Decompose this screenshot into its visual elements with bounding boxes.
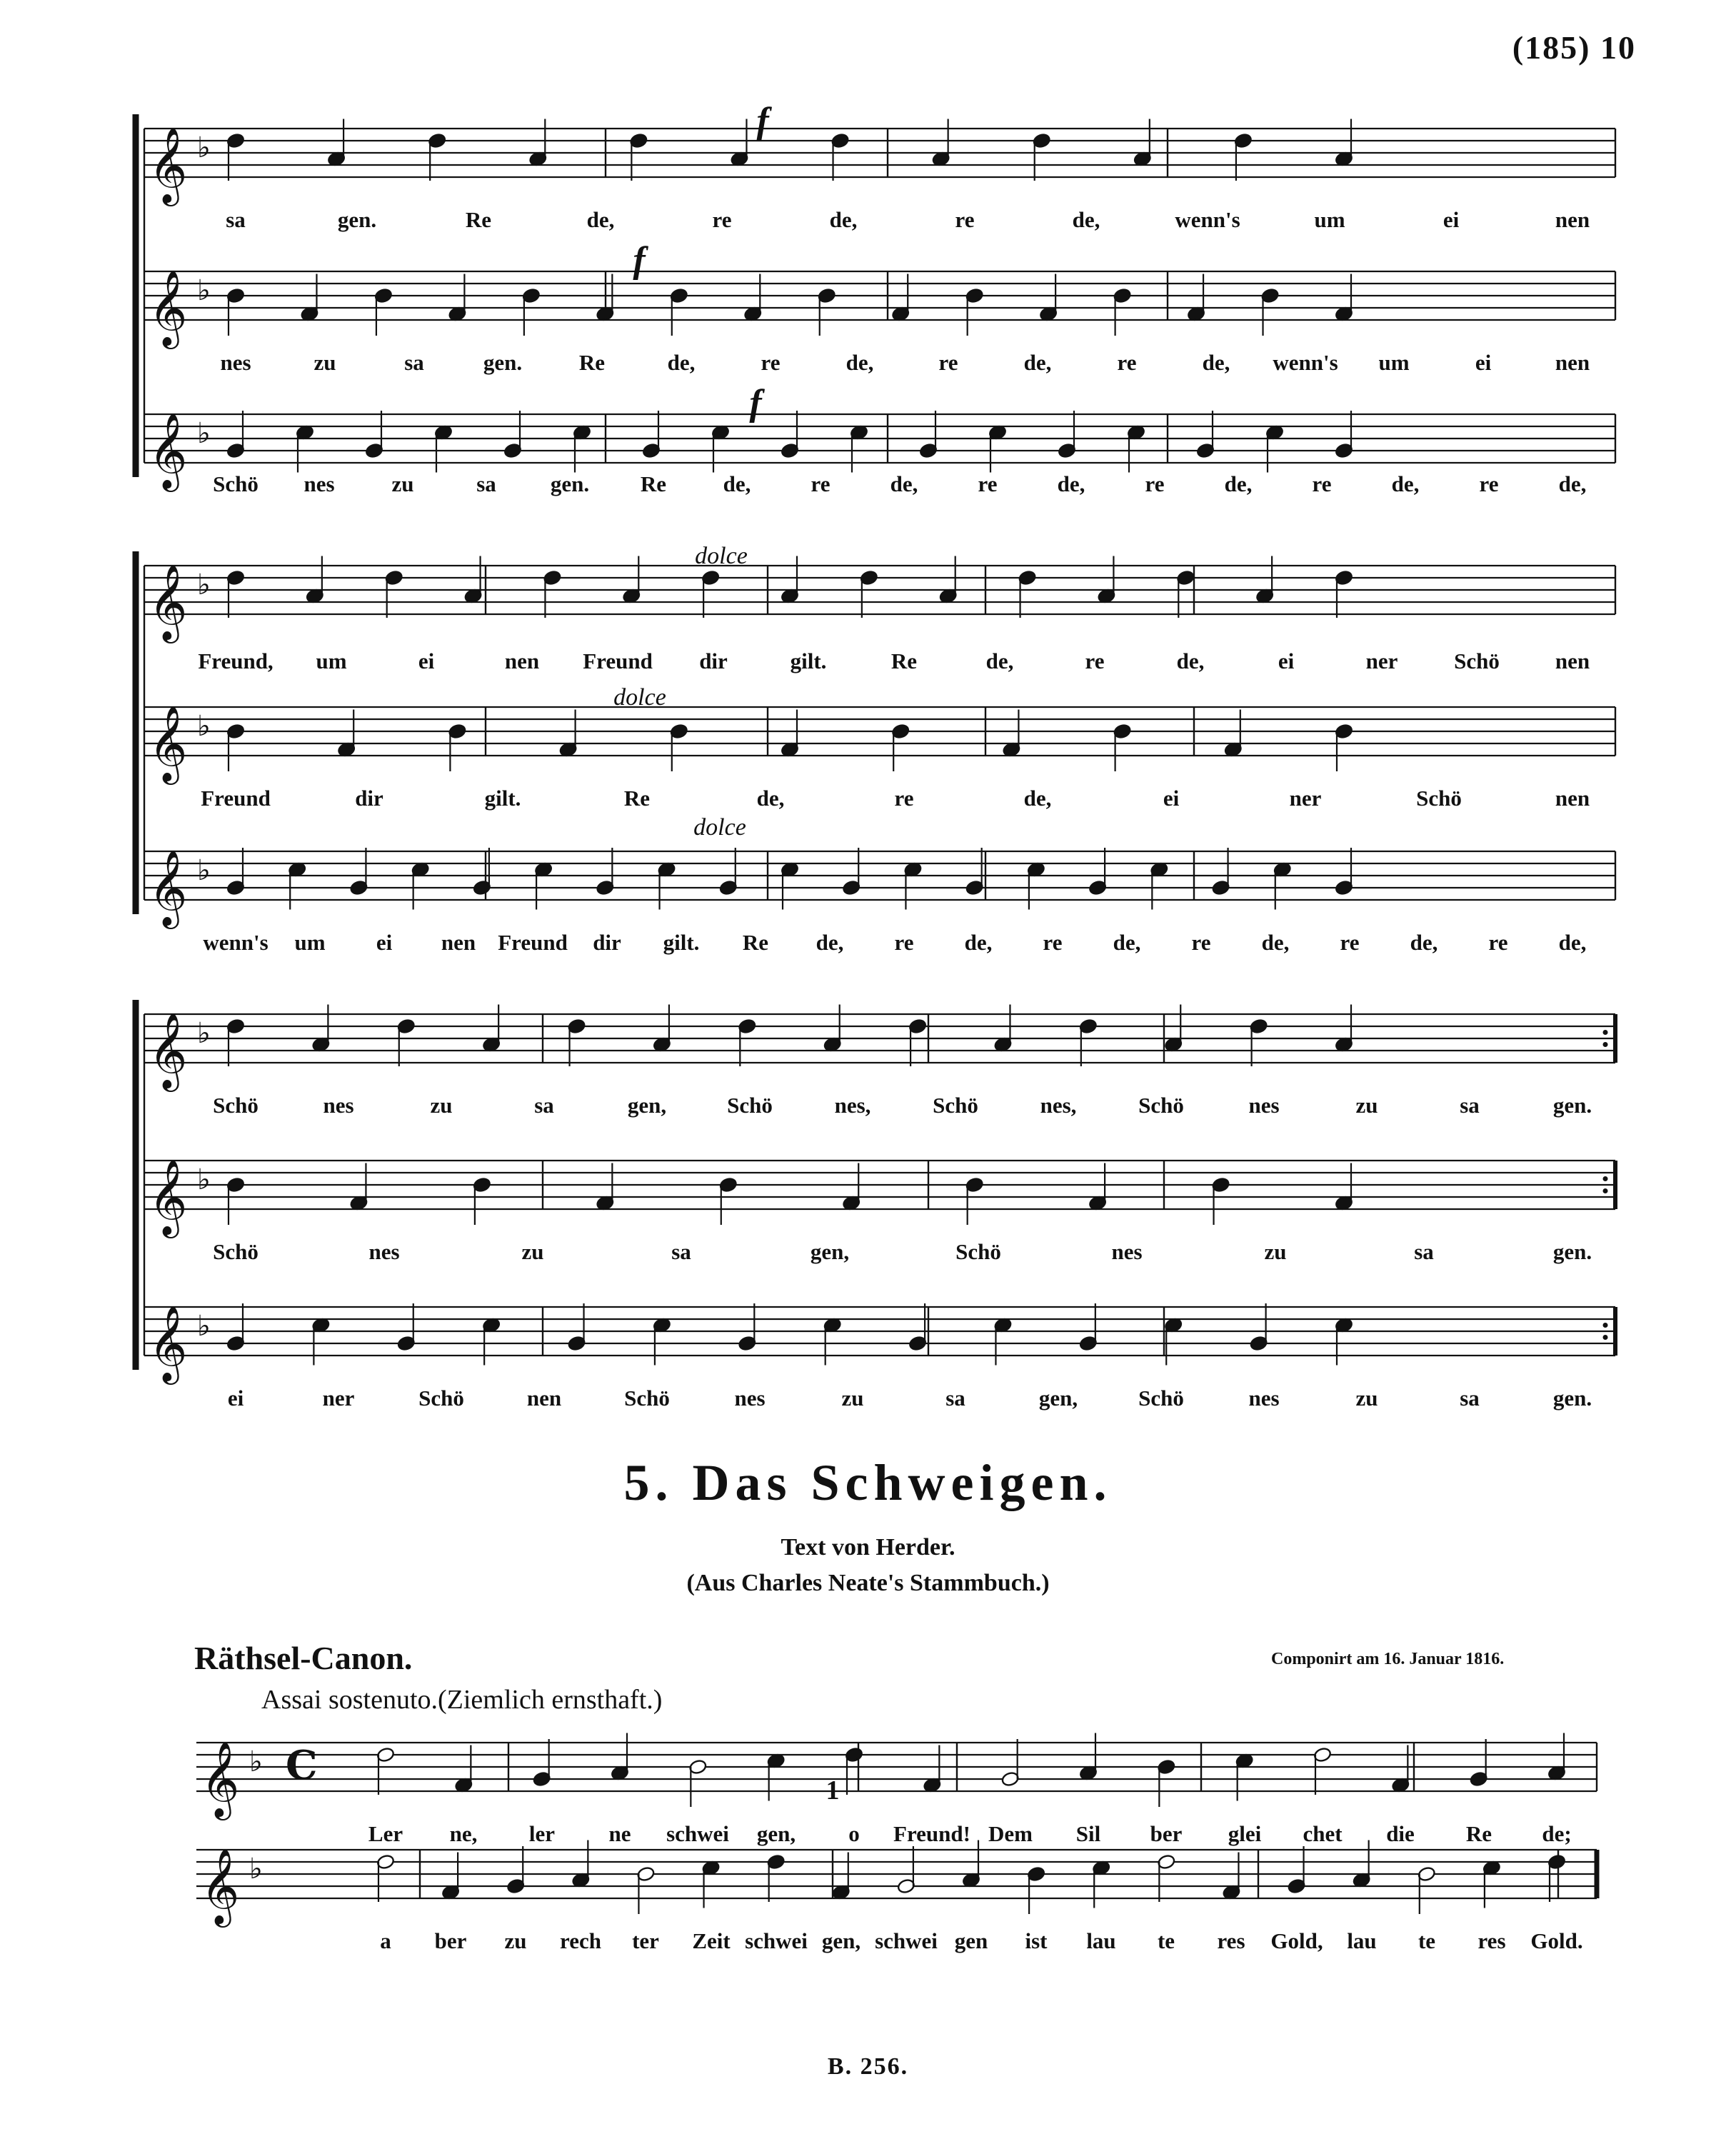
system1-voice2-syllable: gen. (483, 350, 523, 375)
system3-voice2-syllable: nes (1111, 1239, 1143, 1264)
system2-voice2-syllable: Re (623, 786, 651, 811)
system3-voice3-syllable: ner (322, 1386, 355, 1411)
system1-voice1-syllable: re (955, 207, 975, 232)
canon-line2-syllable: Zeit (692, 1928, 731, 1953)
canon-line1-syllable: glei (1228, 1821, 1262, 1846)
system3-voice1-syllable: sa (534, 1093, 554, 1118)
system2-voice1-syllable: Schö (1454, 648, 1500, 673)
system3-voice1-syllable: zu (430, 1093, 453, 1118)
system2-voice1-syllable: de, (1176, 648, 1205, 673)
flat-key-signature: ♭ (249, 1853, 263, 1885)
system1-voice1-syllable: sa (226, 207, 246, 232)
system1-voice1-syllable: re (712, 207, 732, 232)
system2-voice3-syllable: re (894, 930, 914, 955)
canon-entry-mark: 1 (826, 1775, 840, 1805)
system3-voice2-syllable: sa (671, 1239, 691, 1264)
treble-clef: 𝄞 (149, 269, 188, 346)
system2-voice1-syllable: Freund (583, 648, 653, 673)
repeat-dot (1603, 1188, 1608, 1193)
canon-line2-syllable: res (1217, 1928, 1245, 1953)
system3-voice1-syllable: nes, (834, 1093, 871, 1118)
system3-voice3-syllable: nes (1248, 1386, 1280, 1411)
system1-voice3-syllable: re (978, 471, 998, 496)
system2-voice3-syllable: re (1488, 930, 1508, 955)
system1-voice3-syllable: de, (1558, 471, 1587, 496)
canon-line2-syllable: schwei (875, 1928, 938, 1953)
text-credit: Text von Herder. (781, 1534, 955, 1561)
system1-voice2-syllable: um (1378, 350, 1410, 375)
system1-voice3-syllable: gen. (550, 471, 590, 496)
canon-line2-syllable: ter (632, 1928, 659, 1953)
system1-voice2-syllable: re (761, 350, 781, 375)
dolce-marking: dolce (695, 543, 748, 569)
canon-line2-syllable: Gold. (1530, 1928, 1583, 1953)
system2-voice2-syllable: Freund (201, 786, 271, 811)
dolce-marking: dolce (613, 684, 666, 711)
system1-voice3-syllable: de, (890, 471, 918, 496)
system3-voice1-syllable: gen, (627, 1093, 667, 1118)
canon-line1-syllable: Dem (988, 1821, 1033, 1846)
system2-voice3-syllable: re (1340, 930, 1360, 955)
system3-voice3-syllable: gen, (1038, 1386, 1078, 1411)
system1-voice2-syllable: wenn's (1273, 350, 1338, 375)
treble-clef: 𝄞 (149, 1305, 188, 1381)
system1-voice1-syllable: de, (1072, 207, 1100, 232)
repeat-dot (1603, 1335, 1608, 1340)
system3-voice2-syllable: nes (368, 1239, 400, 1264)
system2-voice3-syllable: gilt. (663, 930, 700, 955)
system1-voice2-syllable: re (1117, 350, 1137, 375)
system2-voice2-syllable: nen (1555, 786, 1590, 811)
system1-voice3-syllable: re (1479, 471, 1499, 496)
system3-voice3-syllable: zu (1355, 1386, 1378, 1411)
repeat-dot (1603, 1323, 1608, 1328)
treble-clef: 𝄞 (201, 1740, 240, 1817)
system3-voice3-syllable: Schö (1138, 1386, 1184, 1411)
system2-voice1-syllable: Re (890, 648, 918, 673)
system1-voice1-syllable: um (1314, 207, 1345, 232)
system3-voice2-syllable: Schö (213, 1239, 259, 1264)
flat-key-signature: ♭ (197, 1017, 211, 1050)
canon-line1-syllable: o (848, 1821, 860, 1846)
system3-voice3-syllable: sa (945, 1386, 965, 1411)
canon-line2-syllable: te (1418, 1928, 1436, 1953)
system1-voice1-syllable: wenn's (1175, 207, 1240, 232)
tempo-marking: Assai sostenuto.(Ziemlich ernsthaft.) (261, 1685, 663, 1715)
canon-line1-syllable: Freund! (893, 1821, 970, 1846)
treble-clef: 𝄞 (201, 1848, 240, 1924)
system1-voice2-syllable: Re (578, 350, 606, 375)
canon-line1-syllable: ler (528, 1821, 556, 1846)
system3-voice1-syllable: nes (1248, 1093, 1280, 1118)
system2-voice3-syllable: de, (1558, 930, 1587, 955)
system3-voice1-syllable: sa (1460, 1093, 1480, 1118)
canon-line2-syllable: a (380, 1928, 391, 1953)
system2-voice2-syllable: gilt. (484, 786, 521, 811)
system1-voice3-syllable: re (1145, 471, 1165, 496)
forte-marking: f (749, 383, 762, 424)
canon-line2-syllable: Gold, (1270, 1928, 1323, 1953)
system2-voice1-syllable: nen (1555, 648, 1590, 673)
treble-clef: 𝄞 (149, 1012, 188, 1088)
system1-voice3-syllable: re (811, 471, 831, 496)
system2-voice3-syllable: re (1043, 930, 1063, 955)
plate-number: B. 256. (827, 2053, 909, 2080)
system3-voice2-syllable: sa (1414, 1239, 1434, 1264)
system2-voice2-syllable: re (894, 786, 914, 811)
system1-voice3-syllable: de, (723, 471, 751, 496)
system3-voice2-syllable: Schö (955, 1239, 1001, 1264)
system3-voice3-syllable: Schö (418, 1386, 464, 1411)
forte-marking: f (756, 101, 769, 141)
system3-voice3-syllable: gen. (1552, 1386, 1592, 1411)
canon-heading: Räthsel-Canon. (194, 1640, 413, 1676)
piece-title: 5. Das Schweigen. (623, 1454, 1113, 1511)
canon-line2-syllable: ber (434, 1928, 467, 1953)
system2-voice2-syllable: dir (355, 786, 383, 811)
system3-voice1-syllable: Schö (1138, 1093, 1184, 1118)
system3-voice2-syllable: zu (521, 1239, 544, 1264)
canon-line2-syllable: lau (1086, 1928, 1116, 1953)
system2-voice3-syllable: nen (441, 930, 476, 955)
system3-voice1-syllable: zu (1355, 1093, 1378, 1118)
system1-voice3-syllable: Schö (213, 471, 259, 496)
treble-clef: 𝄞 (149, 126, 188, 203)
canon-line1-syllable: gen, (756, 1821, 796, 1846)
system2-voice2-syllable: de, (756, 786, 785, 811)
system3-voice3-syllable: Schö (624, 1386, 670, 1411)
dolce-marking: dolce (693, 814, 746, 841)
system3-voice3-syllable: sa (1460, 1386, 1480, 1411)
canon-line1-syllable: ne (608, 1821, 631, 1846)
repeat-dot (1603, 1030, 1608, 1035)
system3-voice2-syllable: gen, (810, 1239, 850, 1264)
system2-voice3-syllable: Freund (498, 930, 568, 955)
system2-voice3-syllable: de, (1261, 930, 1290, 955)
system1-voice3-syllable: sa (476, 471, 496, 496)
treble-clef: 𝄞 (149, 1158, 188, 1235)
system3-voice1-syllable: Schö (933, 1093, 978, 1118)
system1-voice1-syllable: de, (586, 207, 615, 232)
composition-date: Componirt am 16. Januar 1816. (1271, 1650, 1505, 1668)
source-credit: (Aus Charles Neate's Stammbuch.) (686, 1570, 1050, 1596)
system1-voice3-syllable: zu (391, 471, 414, 496)
system1-voice2-syllable: nes (220, 350, 251, 375)
system2-voice3-syllable: um (294, 930, 326, 955)
system3-voice3-syllable: zu (841, 1386, 864, 1411)
system1-voice2-syllable: de, (667, 350, 696, 375)
system1-voice3-syllable: de, (1391, 471, 1420, 496)
flat-key-signature: ♭ (197, 131, 211, 164)
system1-voice1-syllable: gen. (337, 207, 377, 232)
system3-voice2-syllable: zu (1264, 1239, 1287, 1264)
canon-line1-syllable: Sil (1075, 1821, 1101, 1846)
system1-voice1-syllable: ei (1443, 207, 1460, 232)
system1-voice1-syllable: de, (829, 207, 858, 232)
system2-voice1-syllable: gilt. (790, 648, 827, 673)
system2-voice3-syllable: re (1191, 930, 1211, 955)
system1-voice1-syllable: nen (1555, 207, 1590, 232)
system1-voice2-syllable: de, (1023, 350, 1052, 375)
flat-key-signature: ♭ (197, 274, 211, 307)
system3-voice1-syllable: Schö (213, 1093, 259, 1118)
repeat-dot (1603, 1042, 1608, 1047)
system1-voice2-syllable: de, (846, 350, 874, 375)
canon-line2-syllable: gen (954, 1928, 988, 1953)
canon-line1-syllable: ne, (449, 1821, 478, 1846)
system3-voice3-syllable: ei (227, 1386, 244, 1411)
treble-clef: 𝄞 (149, 412, 188, 489)
system2-voice3-syllable: de, (1113, 930, 1141, 955)
flat-key-signature: ♭ (249, 1745, 263, 1778)
system2-voice1-syllable: Freund, (198, 648, 274, 673)
system3-voice2-syllable: gen. (1552, 1239, 1592, 1264)
system1-voice3-syllable: Re (640, 471, 667, 496)
canon-line2-syllable: rech (560, 1928, 601, 1953)
system2-voice1-syllable: um (316, 648, 347, 673)
system3-voice1-syllable: gen. (1552, 1093, 1592, 1118)
system1-voice2-syllable: re (938, 350, 958, 375)
system1-voice2-syllable: sa (404, 350, 424, 375)
system2-voice1-syllable: ner (1365, 648, 1398, 673)
system1-voice2-syllable: de, (1202, 350, 1230, 375)
system1-voice3-syllable: de, (1224, 471, 1253, 496)
system1-voice2-syllable: ei (1475, 350, 1492, 375)
treble-clef: 𝄞 (149, 849, 188, 926)
system2-voice3-syllable: de, (964, 930, 993, 955)
system3-voice1-syllable: Schö (727, 1093, 773, 1118)
canon-line1-syllable: chet (1303, 1821, 1343, 1846)
system2-voice1-syllable: de, (985, 648, 1014, 673)
system2-voice1-syllable: ei (418, 648, 435, 673)
system2-voice3-syllable: dir (593, 930, 621, 955)
system2-voice3-syllable: de, (1410, 930, 1438, 955)
flat-key-signature: ♭ (197, 417, 211, 450)
flat-key-signature: ♭ (197, 568, 211, 601)
system1-voice2-syllable: zu (313, 350, 336, 375)
system3-voice1-syllable: nes (323, 1093, 354, 1118)
system2-voice3-syllable: ei (376, 930, 393, 955)
canon-line1-syllable: die (1386, 1821, 1415, 1846)
canon-line1-syllable: schwei (666, 1821, 729, 1846)
treble-clef: 𝄞 (149, 705, 188, 781)
system3-voice3-syllable: nen (526, 1386, 562, 1411)
canon-line1-syllable: de; (1542, 1821, 1572, 1846)
canon-line2-syllable: ist (1025, 1928, 1048, 1953)
system3-voice3-syllable: nes (734, 1386, 766, 1411)
flat-key-signature: ♭ (197, 1163, 211, 1196)
forte-marking: f (633, 240, 646, 281)
canon-line2-syllable: lau (1347, 1928, 1377, 1953)
system2-voice3-syllable: de, (816, 930, 844, 955)
system2-voice3-syllable: wenn's (203, 930, 269, 955)
canon-line2-syllable: res (1477, 1928, 1506, 1953)
system2-voice3-syllable: Re (742, 930, 769, 955)
canon-line1-syllable: Re (1465, 1821, 1492, 1846)
system2-voice1-syllable: re (1085, 648, 1105, 673)
canon-line2-syllable: schwei (745, 1928, 808, 1953)
system1-voice3-syllable: nes (303, 471, 335, 496)
treble-clef: 𝄞 (149, 563, 188, 640)
system1-voice3-syllable: re (1312, 471, 1332, 496)
canon-line1-syllable: ber (1150, 1821, 1183, 1846)
flat-key-signature: ♭ (197, 710, 211, 743)
canon-line1-syllable: Ler (368, 1821, 403, 1846)
canon-line2-syllable: te (1157, 1928, 1175, 1953)
flat-key-signature: ♭ (197, 1310, 211, 1343)
system1-voice2-syllable: nen (1555, 350, 1590, 375)
page-number: (185) 10 (1512, 29, 1636, 66)
canon-line2-syllable: gen, (821, 1928, 861, 1953)
flat-key-signature: ♭ (197, 854, 211, 887)
system2-voice2-syllable: ei (1163, 786, 1180, 811)
system2-voice1-syllable: dir (699, 648, 728, 673)
common-time-signature: C (286, 1742, 318, 1789)
system1-voice1-syllable: Re (465, 207, 492, 232)
canon-line2-syllable: zu (504, 1928, 527, 1953)
system2-voice1-syllable: nen (504, 648, 540, 673)
system2-voice2-syllable: Schö (1416, 786, 1462, 811)
repeat-dot (1603, 1176, 1608, 1181)
system2-voice1-syllable: ei (1278, 648, 1295, 673)
system2-voice2-syllable: ner (1289, 786, 1322, 811)
system3-voice1-syllable: nes, (1040, 1093, 1077, 1118)
system2-voice2-syllable: de, (1023, 786, 1052, 811)
system1-voice3-syllable: de, (1057, 471, 1085, 496)
